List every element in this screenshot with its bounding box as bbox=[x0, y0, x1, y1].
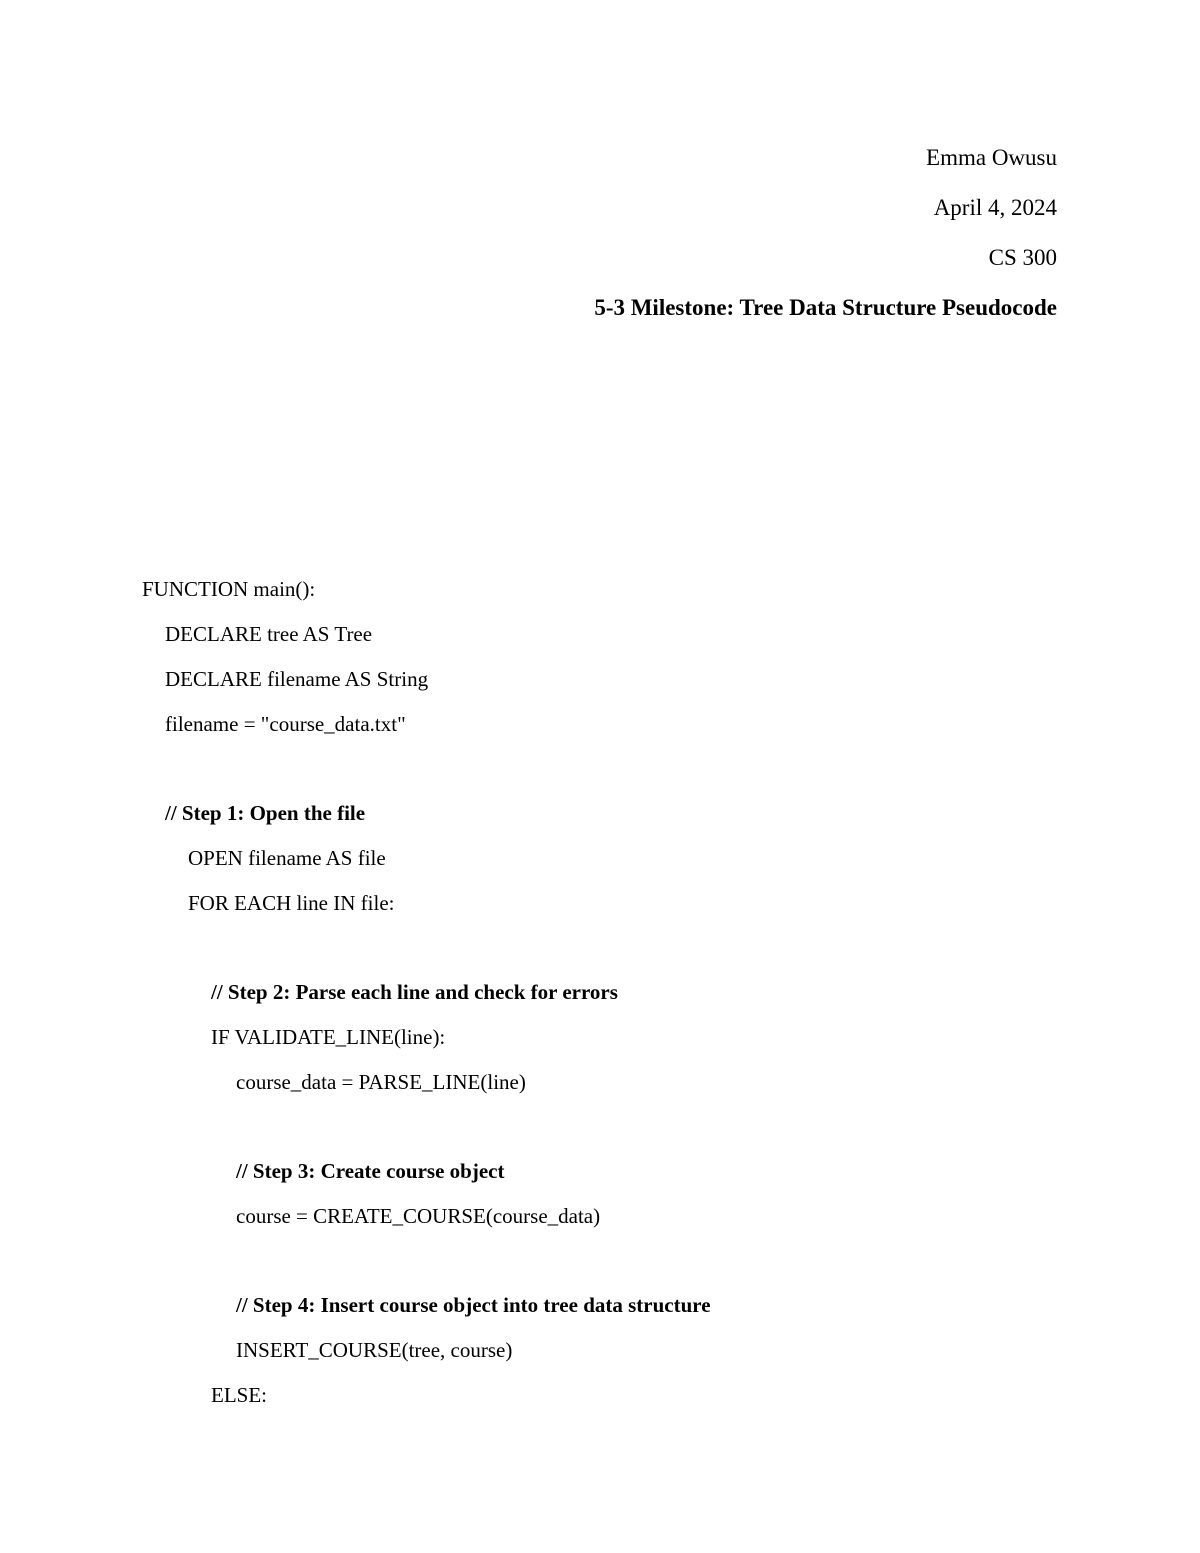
code-comment-step-3: // Step 3: Create course object bbox=[236, 1159, 505, 1183]
author-name: Emma Owusu bbox=[926, 145, 1057, 170]
code-line-if-validate: IF VALIDATE_LINE(line): bbox=[211, 1025, 446, 1049]
code-comment-step-1: // Step 1: Open the file bbox=[165, 801, 366, 825]
code-line-else: ELSE: bbox=[211, 1383, 267, 1407]
blank-line bbox=[142, 751, 711, 795]
code-line-insert-course: INSERT_COURSE(tree, course) bbox=[236, 1338, 513, 1362]
blank-line bbox=[142, 1109, 711, 1153]
pseudocode-block bbox=[142, 571, 711, 1422]
code-line-open-file: OPEN filename AS file bbox=[188, 846, 386, 870]
code-line-declare-tree: DECLARE tree AS Tree bbox=[165, 622, 373, 646]
blank-line bbox=[142, 930, 711, 974]
document-header bbox=[594, 140, 1057, 340]
code-line-function-main: FUNCTION main(): bbox=[142, 577, 316, 601]
document-date: April 4, 2024 bbox=[933, 195, 1057, 220]
code-comment-step-2: // Step 2: Parse each line and check for errors bbox=[211, 980, 618, 1004]
code-line-create-course: course = CREATE_COURSE(course_data) bbox=[236, 1204, 601, 1228]
code-line-for-each-line: FOR EACH line IN file: bbox=[188, 891, 395, 915]
blank-line bbox=[142, 1243, 711, 1287]
course-code: CS 300 bbox=[988, 245, 1057, 270]
code-comment-step-4: // Step 4: Insert course object into tree data structure bbox=[236, 1293, 711, 1317]
code-line-assign-filename: filename = "course_data.txt" bbox=[165, 712, 406, 736]
code-line-parse-line: course_data = PARSE_LINE(line) bbox=[236, 1070, 526, 1094]
document-title: 5-3 Milestone: Tree Data Structure Pseudocode bbox=[594, 295, 1057, 320]
code-line-declare-filename: DECLARE filename AS String bbox=[165, 667, 429, 691]
